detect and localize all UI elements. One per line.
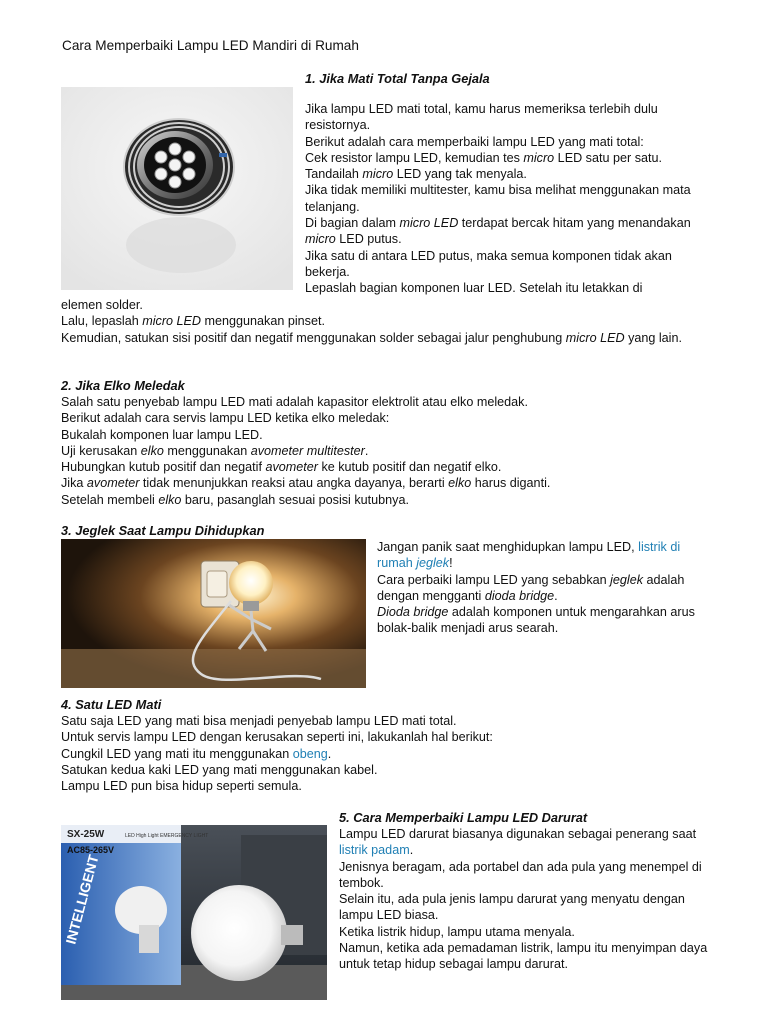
led-downlight-image <box>61 87 293 290</box>
section-3-column <box>377 539 717 637</box>
page-title: Cara Memperbaiki Lampu LED Mandiri di Rumah <box>62 38 359 53</box>
text-line: Jika tidak memiliki multitester, kamu bisa melihat menggunakan mata telanjang. <box>305 183 691 214</box>
box-label-text: LED High Light EMERGENCY LIGHT <box>125 833 209 839</box>
text-line: Kemudian, satukan sisi positif dan negatif menggunakan solder sebagai jalur penghubung micro LED yang lain. <box>61 330 682 345</box>
text-line: Cungkil LED yang mati itu menggunakan obeng. <box>61 746 332 761</box>
text-line: Dioda bridge adalah komponen untuk mengarahkan arus bolak-balik menjadi arus searah. <box>377 605 695 636</box>
text-line: Satu saja LED yang mati bisa menjadi penyebab lampu LED mati total. <box>61 714 457 728</box>
text-line: Di bagian dalam micro LED terdapat bercak hitam yang menandakan micro LED putus. <box>305 216 691 247</box>
listrik-padam-link[interactable]: listrik padam <box>339 843 410 858</box>
box-model-text: SX-25W <box>67 829 105 840</box>
section-1-column <box>305 101 700 297</box>
text-line: Jika satu di antara LED putus, maka semua komponen tidak akan bekerja. <box>305 248 672 279</box>
listrik-di-rumah-link[interactable]: listrik di rumah <box>377 540 681 571</box>
section-1-continued <box>61 297 711 346</box>
text-line: Setelah membeli elko baru, pasanglah sesuai posisi kutubnya. <box>61 492 409 507</box>
text-line: Untuk servis lampu LED dengan kerusakan seperti ini, lakukanlah hal berikut: <box>61 730 493 745</box>
section-5-column <box>339 826 717 973</box>
section-1-heading: 1. Jika Mati Total Tanpa Gejala <box>305 71 490 86</box>
box-voltage-text: AC85-265V <box>67 845 115 855</box>
text-line: Namun, ketika ada pemadaman listrik, lampu itu menyimpan daya untuk tetap hidup sebagai lampu darurat. <box>339 941 708 972</box>
text-line: Bukalah komponen luar lampu LED. <box>61 427 263 442</box>
text-line: Lalu, lepaslah micro LED menggunakan pinset. <box>61 314 325 329</box>
bulb-robot-image <box>61 539 366 688</box>
text-line: Tandailah micro LED yang tak menyala. <box>305 167 527 182</box>
text-line: Berikut adalah cara servis lampu LED ketika elko meledak: <box>61 411 390 426</box>
text-line: Salah satu penyebab lampu LED mati adalah kapasitor elektrolit atau elko meledak. <box>61 395 528 409</box>
text-line: Jika avometer tidak menunjukkan reaksi atau angka dayanya, berarti elko harus diganti. <box>61 476 551 491</box>
obeng-link[interactable]: obeng <box>292 746 328 761</box>
text-line: Jika lampu LED mati total, kamu harus memeriksa terlebih dulu resistornya. <box>305 102 658 133</box>
emergency-led-image <box>61 825 327 1000</box>
text-line: Ketika listrik hidup, lampu utama menyala. <box>339 924 575 939</box>
box-brand-text: INTELLIGENT <box>62 852 102 946</box>
text-line: Jangan panik saat menghidupkan lampu LED, listrik di rumah jeglek! <box>377 540 681 571</box>
section-2-column <box>61 394 711 508</box>
text-line: elemen solder. <box>61 298 143 312</box>
text-line: Jenisnya beragam, ada portabel dan ada pula yang menempel di tembok. <box>339 859 702 890</box>
jeglek-link[interactable]: jeglek <box>416 556 450 571</box>
text-line: Lampu LED pun bisa hidup seperti semula. <box>61 779 302 794</box>
text-line: Cara perbaiki lampu LED yang sebabkan jeglek adalah dengan mengganti dioda bridge. <box>377 572 685 603</box>
section-3-heading: 3. Jeglek Saat Lampu Dihidupkan <box>61 523 265 538</box>
section-4-column <box>61 713 711 794</box>
text-line: Lepaslah bagian komponen luar LED. Setelah itu letakkan di <box>305 281 643 296</box>
section-5-heading: 5. Cara Memperbaiki Lampu LED Darurat <box>339 810 588 825</box>
text-line: Hubungkan kutub positif dan negatif avometer ke kutub positif dan negatif elko. <box>61 460 502 475</box>
section-2-heading: 2. Jika Elko Meledak <box>61 378 185 393</box>
text-line: Satukan kedua kaki LED yang mati menggunakan kabel. <box>61 762 378 777</box>
text-line: Lampu LED darurat biasanya digunakan sebagai penerang saat listrik padam. <box>339 827 697 858</box>
text-line: Berikut adalah cara memperbaiki lampu LED yang mati total: <box>305 134 644 149</box>
text-line: Selain itu, ada pula jenis lampu darurat yang menyatu dengan lampu LED biasa. <box>339 892 685 923</box>
section-4-heading: 4. Satu LED Mati <box>61 697 162 712</box>
text-line: Cek resistor lampu LED, kemudian tes micro LED satu per satu. <box>305 150 662 165</box>
text-line: Uji kerusakan elko menggunakan avometer multitester. <box>61 443 369 458</box>
